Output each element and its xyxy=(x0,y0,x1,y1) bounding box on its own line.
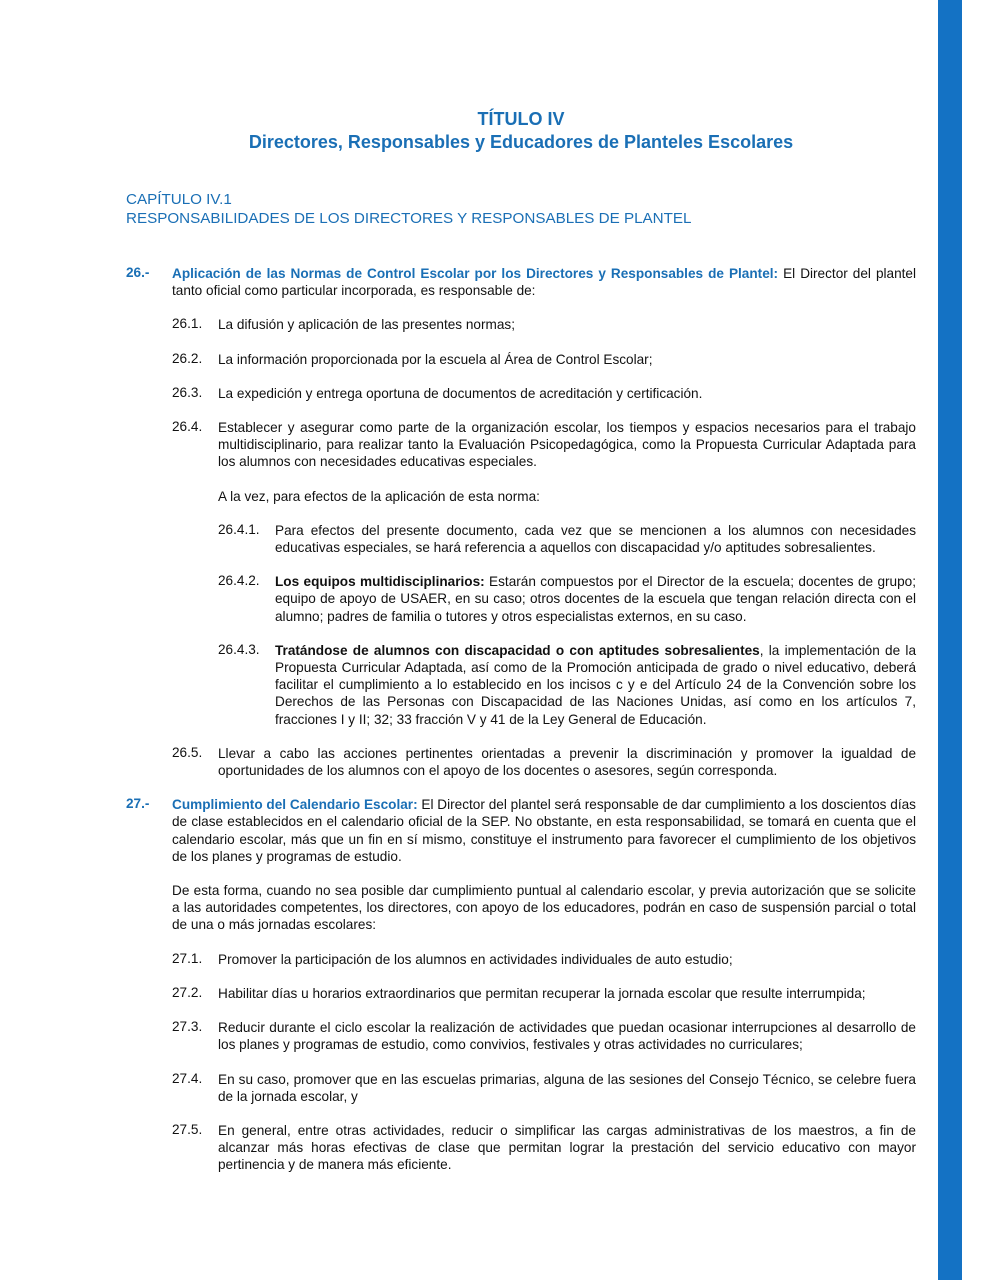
item-number: 26.5. xyxy=(172,744,203,760)
article-body: El Director del plantel será responsable de dar cumplimiento a los doscientos días de clase establecidos en el calendario oficial de la SEP. No obstante, en esta responsabilidad, se tomará en cuenta que el calendario escolar, más que un fin en sí mismo, constituye el instrumento para favorecer el cumplimiento de los objetivos de los planes y programas de estudio. xyxy=(172,797,916,864)
list-item xyxy=(172,985,916,1002)
item-number: 27.1. xyxy=(172,950,203,966)
article-text xyxy=(172,796,916,865)
sub-list-item xyxy=(218,573,916,625)
article-26 xyxy=(126,265,916,299)
sub-item-text: Para efectos del presente documento, cada vez que se mencionen a los alumnos con necesidades educativas especiales, se hará referencia a aquellos con discapacidad y/o aptitudes sobresalientes. xyxy=(275,522,916,556)
item-text: Promover la participación de los alumnos en actividades individuales de auto estudio; xyxy=(218,951,733,967)
item-text: Llevar a cabo las acciones pertinentes orientadas a prevenir la discriminación y promover la igualdad de oportunidades de los alumnos con el apoyo de los docentes o asesores, según corresponda. xyxy=(218,745,916,779)
item-text: La difusión y aplicación de las presentes normas; xyxy=(218,317,515,333)
list-item xyxy=(172,951,916,968)
article-heading: Aplicación de las Normas de Control Escolar por los Directores y Responsables de Plantel: xyxy=(172,266,779,281)
list-item xyxy=(172,316,916,333)
item-text: En su caso, promover que en las escuelas primarias, alguna de las sesiones del Consejo Técnico, se celebre fuera de la jornada escolar, y xyxy=(218,1071,916,1104)
article-number: 27.- xyxy=(126,796,150,812)
list-item xyxy=(172,1071,916,1105)
item-text: La expedición y entrega oportuna de documentos de acreditación y certificación. xyxy=(218,385,703,401)
item-text: Reducir durante el ciclo escolar la realización de actividades que puedan ocasionar interrupciones al desarrollo de los planes y programas de estudio, como convivios, festivales y otras actividades no curriculares; xyxy=(218,1020,916,1053)
document-body xyxy=(126,265,916,1191)
list-item xyxy=(172,1122,916,1174)
item-number: 26.4. xyxy=(172,419,203,435)
sub-item-number: 26.4.1. xyxy=(218,521,260,537)
item-number: 27.3. xyxy=(172,1019,203,1035)
sub-list-item xyxy=(218,522,916,556)
list-item xyxy=(172,385,916,402)
list-item xyxy=(172,351,916,368)
article-number: 26.- xyxy=(126,265,150,280)
list-item xyxy=(172,745,916,779)
item-number: 27.2. xyxy=(172,984,203,1000)
page-title: TÍTULO IV xyxy=(477,109,565,129)
sub-item-number: 26.4.2. xyxy=(218,573,260,589)
item-text: Establecer y asegurar como parte de la organización escolar, los tiempos y espacios necesarios para el trabajo multidisciplinario, para realizar tanto la Evaluación Psicopedagógica, como la Propuesta Curricular Adaptada para los alumnos con necesidades educativas especiales. xyxy=(218,420,916,470)
page-subtitle: Directores, Responsables y Educadores de Planteles Escolares xyxy=(248,132,794,152)
item-text: En general, entre otras actividades, reducir o simplificar las cargas administrativas de los maestros, a fin de alcanzar más horas efectivas de clase que permitan lograr la prestación del servicio educativo con mayor pertinencia y de manera más eficiente. xyxy=(218,1122,916,1173)
article-paragraph: De esta forma, cuando no sea posible dar cumplimiento puntual al calendario escolar, y previa autorización que se solicite a las autoridades competentes, los directores, con apoyo de los educadores, podrán en caso de suspensión parcial o total de una o más jornadas escolares: xyxy=(172,883,916,933)
article-text xyxy=(172,265,916,299)
sub-item-text xyxy=(275,642,916,728)
list-item xyxy=(172,1019,916,1053)
chapter-label: CAPÍTULO IV.1 xyxy=(126,191,232,208)
article-27 xyxy=(126,796,916,865)
list-item xyxy=(172,419,916,471)
sub-item-number: 26.4.3. xyxy=(218,641,260,657)
sub-item-bold: Tratándose de alumnos con discapacidad o con aptitudes sobresalientes xyxy=(275,642,760,658)
sub-item-body: , la implementación de la Propuesta Curricular Adaptada, así como de la Promoción anticipada de grado o nivel educativo, deberá facilitar el cumplimiento a lo establecido en los incisos c y e del Artículo 24 de la Convención sobre los Derechos de las Personas con Discapacidad de las Naciones Unidas, así como en los artículos 7, fracciones I y II; 32; 33 fracción V y 41 de la Ley General de Educación. xyxy=(275,642,916,727)
sub-list-item xyxy=(218,642,916,728)
item-number: 26.1. xyxy=(172,316,203,332)
sub-item-text xyxy=(275,573,916,625)
note-paragraph: A la vez, para efectos de la aplicación de esta norma: xyxy=(218,488,540,504)
item-text: Habilitar días u horarios extraordinarios que permitan recuperar la jornada escolar que resulte interrumpida; xyxy=(218,985,866,1001)
side-accent-bar xyxy=(938,0,962,1280)
item-number: 26.2. xyxy=(172,350,203,366)
item-number: 27.5. xyxy=(172,1121,203,1137)
chapter-heading xyxy=(126,190,692,228)
sub-item-body: Estarán compuestos por el Director de la escuela; docentes de grupo; equipo de apoyo de USAER, en su caso; otros docentes de la escuela que tengan relación directa con el alumno; padres de familia o tutores y otros especialistas externos, en su caso. xyxy=(275,574,916,624)
article-body: El Director del plantel tanto oficial como particular incorporada, es responsable de: xyxy=(172,266,917,299)
item-number: 26.3. xyxy=(172,384,203,400)
item-text: La información proporcionada por la escuela al Área de Control Escolar; xyxy=(218,351,653,367)
sub-item-bold: Los equipos multidisciplinarios: xyxy=(275,574,485,590)
title-block xyxy=(126,108,916,154)
chapter-name: RESPONSABILIDADES DE LOS DIRECTORES Y RESPONSABLES DE PLANTEL xyxy=(126,210,692,227)
article-heading: Cumplimiento del Calendario Escolar: xyxy=(172,797,418,813)
item-number: 27.4. xyxy=(172,1070,203,1086)
